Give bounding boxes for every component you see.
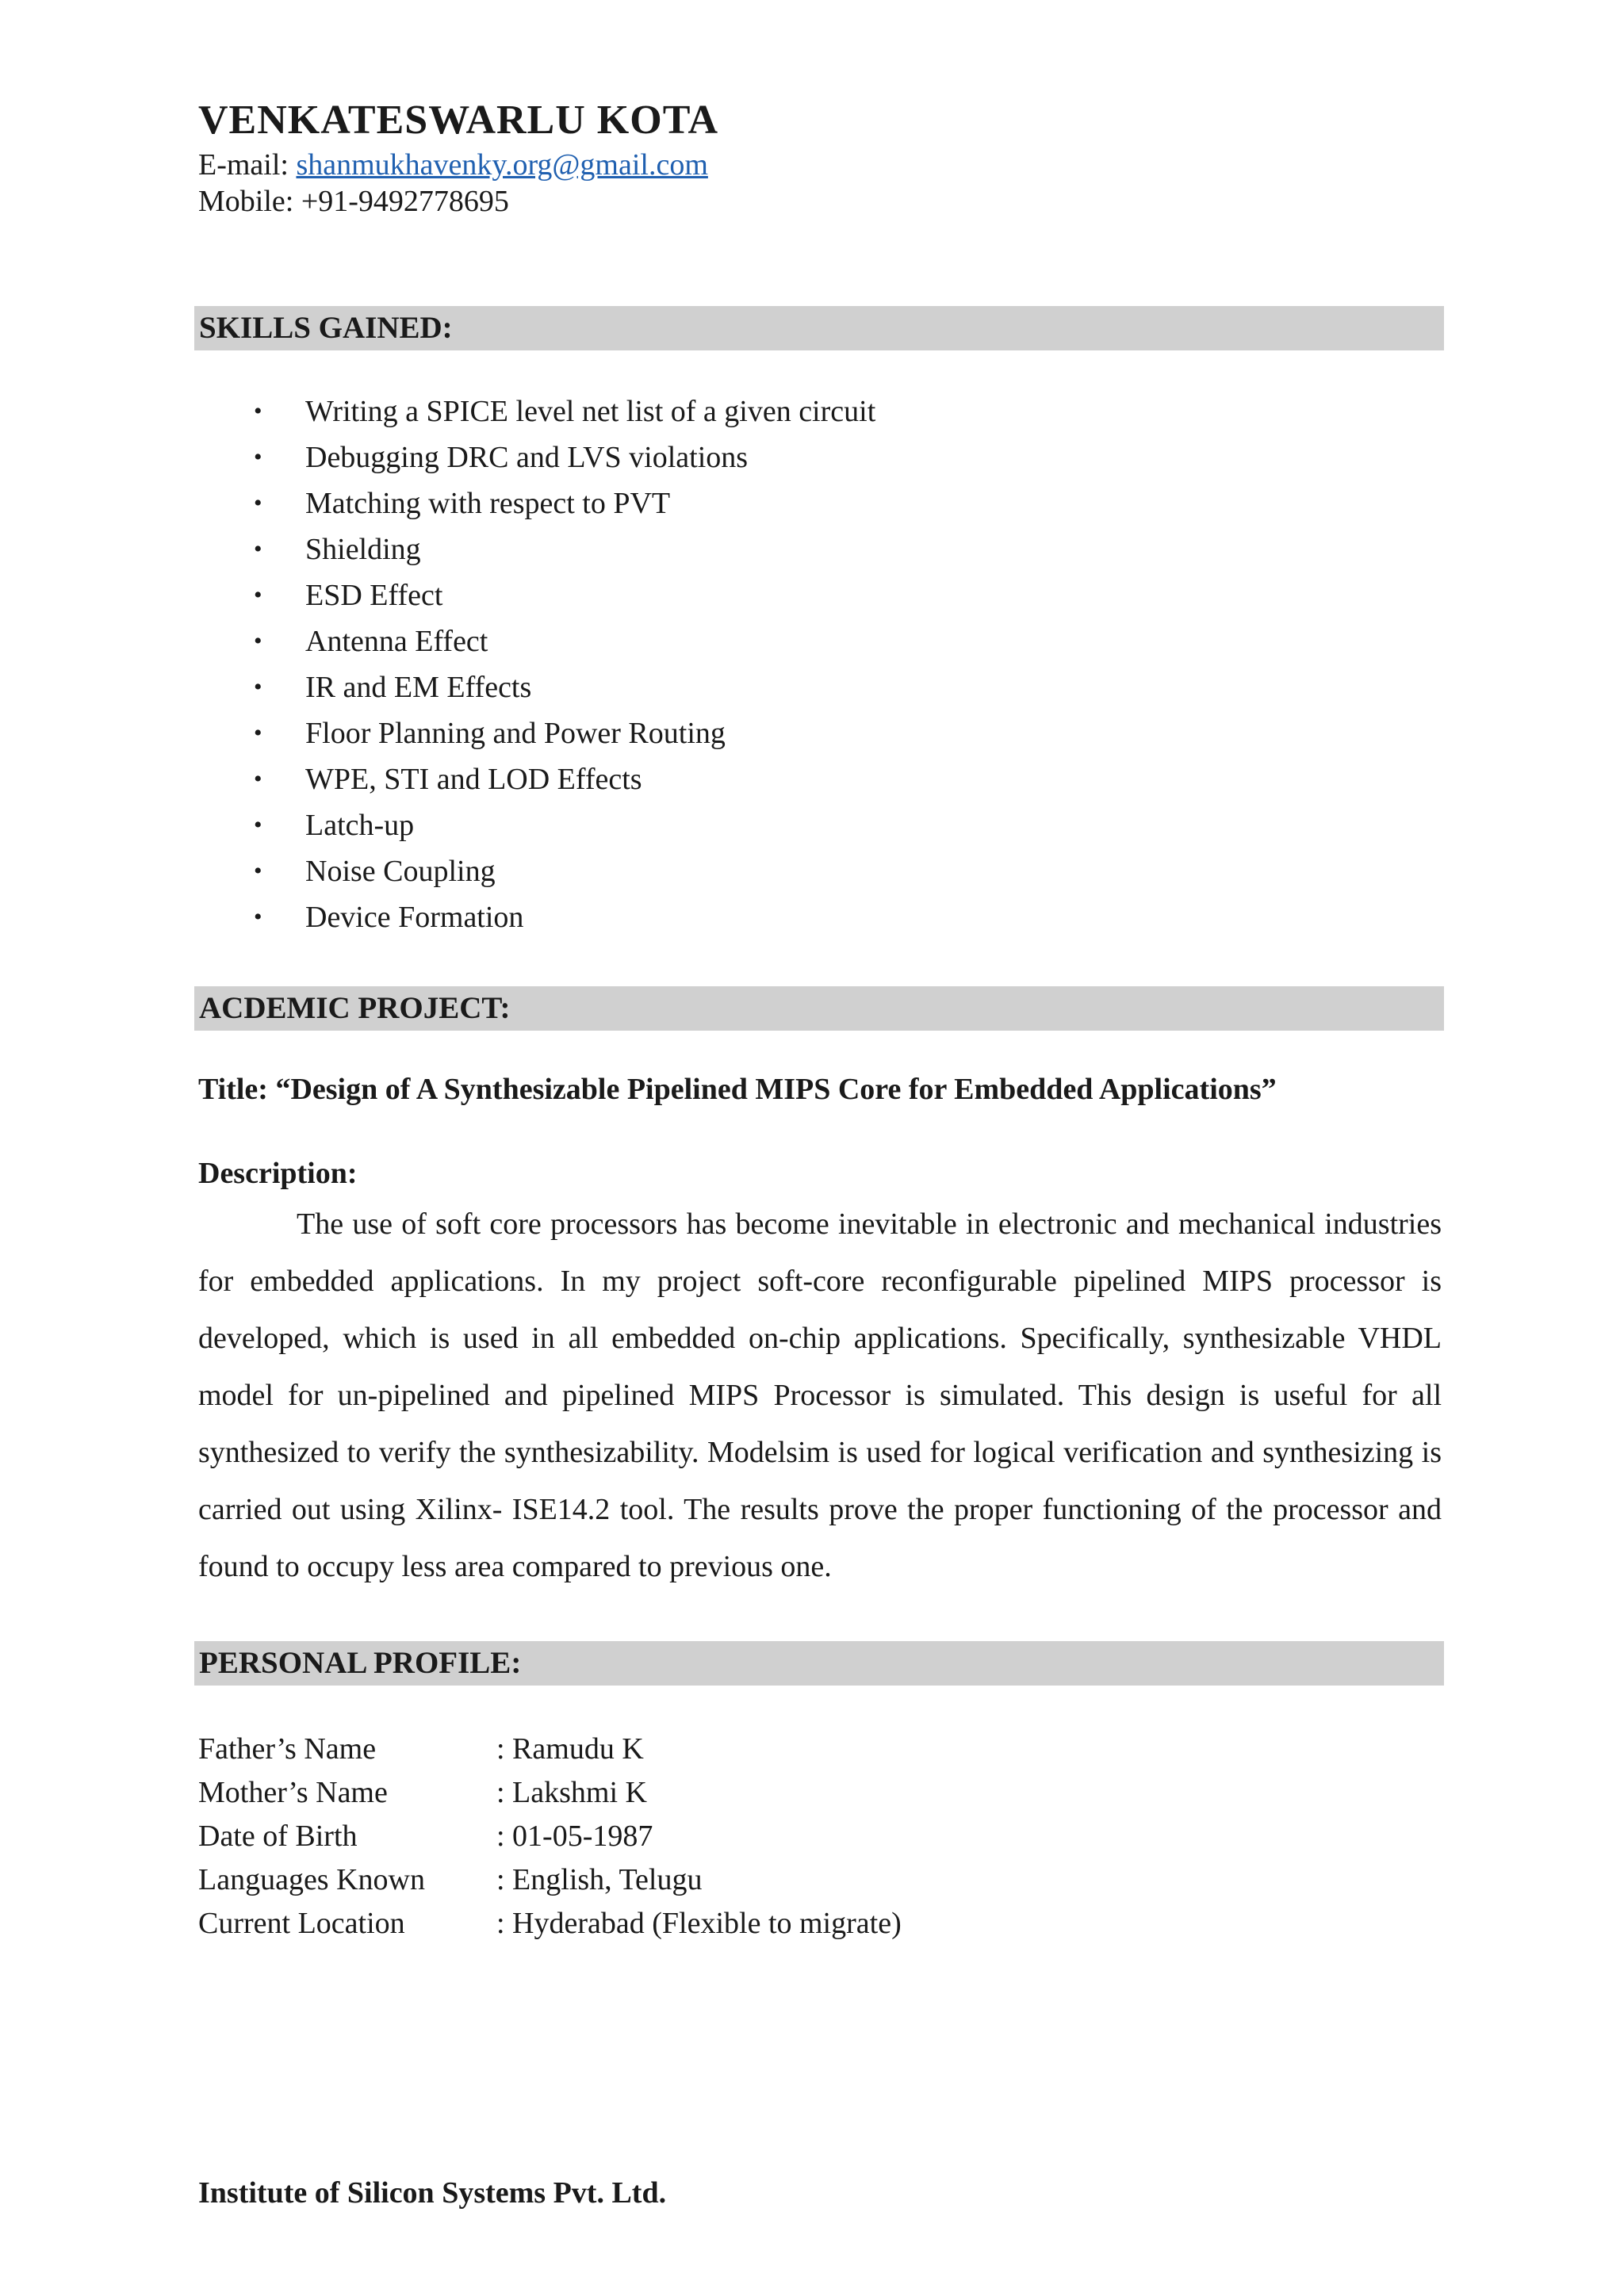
table-row (198, 1727, 902, 1770)
list-item: • Shielding (254, 526, 875, 572)
list-item: • ESD Effect (254, 572, 875, 618)
description-label: Description: (198, 1157, 358, 1190)
bullet-icon: • (254, 628, 262, 654)
project-title: Title: “Design of A Synthesizable Pipelined MIPS Core for Embedded Applications” (198, 1073, 1277, 1106)
list-item: • Matching with respect to PVT (254, 480, 875, 526)
table-row (198, 1901, 902, 1945)
bullet-icon: • (254, 398, 262, 424)
profile-label: Father’s Name (198, 1732, 377, 1766)
bullet-icon: • (254, 766, 262, 792)
list-item: • Noise Coupling (254, 848, 875, 894)
list-item: • WPE, STI and LOD Effects (254, 756, 875, 802)
list-item: • Debugging DRC and LVS violations (254, 434, 875, 480)
bullet-icon: • (254, 490, 262, 516)
mobile-label: Mobile: (198, 185, 294, 218)
profile-value: : Ramudu K (496, 1732, 644, 1766)
profile-section-header: PERSONAL PROFILE: (194, 1641, 1444, 1686)
table-row (198, 1770, 902, 1814)
list-item: • Latch-up (254, 802, 875, 848)
bullet-icon: • (254, 444, 262, 470)
mobile-line (198, 184, 509, 219)
profile-value: : Hyderabad (Flexible to migrate) (496, 1906, 902, 1940)
profile-value: : English, Telugu (496, 1862, 703, 1896)
skills-section-header: SKILLS GAINED: (194, 306, 1444, 350)
table-row (198, 1814, 902, 1858)
project-description: The use of soft core processors has become inevitable in electronic and mechanical industries for embedded applications. In my project soft-core reconfigurable pipelined MIPS processor is developed, which is used in all embedded on-chip applications. Specifically, synthesizable VHDL model for un-pipelined and pipelined MIPS Processor is simulated. This design is useful for all synthesized to verify the synthesizability. Modelsim is used for logical verification and synthesizing is carried out using Xilinx- ISE14.2 tool. The results prove the proper functioning of the processor and found to occupy less area compared to previous one. (198, 1207, 1442, 1583)
bullet-icon: • (254, 812, 262, 838)
email-label: E-mail: (198, 148, 289, 182)
table-row (198, 1858, 902, 1901)
list-item: • Floor Planning and Power Routing (254, 710, 875, 756)
bullet-icon: • (254, 674, 262, 700)
mobile-value: +91-9492778695 (301, 185, 509, 218)
profile-value: : Lakshmi K (496, 1775, 647, 1809)
bullet-icon: • (254, 904, 262, 930)
bullet-icon: • (254, 720, 262, 746)
bullet-icon: • (254, 858, 262, 884)
footer-institute: Institute of Silicon Systems Pvt. Ltd. (198, 2176, 667, 2210)
list-item: • Device Formation (254, 894, 875, 940)
bullet-icon: • (254, 536, 262, 562)
profile-label: Current Location (198, 1906, 405, 1940)
email-line (198, 147, 708, 182)
list-item: • Antenna Effect (254, 618, 875, 664)
project-section-header: ACDEMIC PROJECT: (194, 986, 1444, 1031)
profile-label: Languages Known (198, 1862, 425, 1896)
list-item: • IR and EM Effects (254, 664, 875, 710)
profile-label: Mother’s Name (198, 1775, 388, 1809)
profile-value: : 01-05-1987 (496, 1819, 653, 1853)
skills-list (254, 388, 875, 940)
profile-table (198, 1727, 902, 1945)
list-item: • Writing a SPICE level net list of a given circuit (254, 388, 875, 434)
email-link[interactable]: shanmukhavenky.org@gmail.com (296, 148, 708, 182)
bullet-icon: • (254, 582, 262, 608)
profile-label: Date of Birth (198, 1819, 358, 1853)
candidate-name: VENKATESWARLU KOTA (198, 98, 719, 143)
